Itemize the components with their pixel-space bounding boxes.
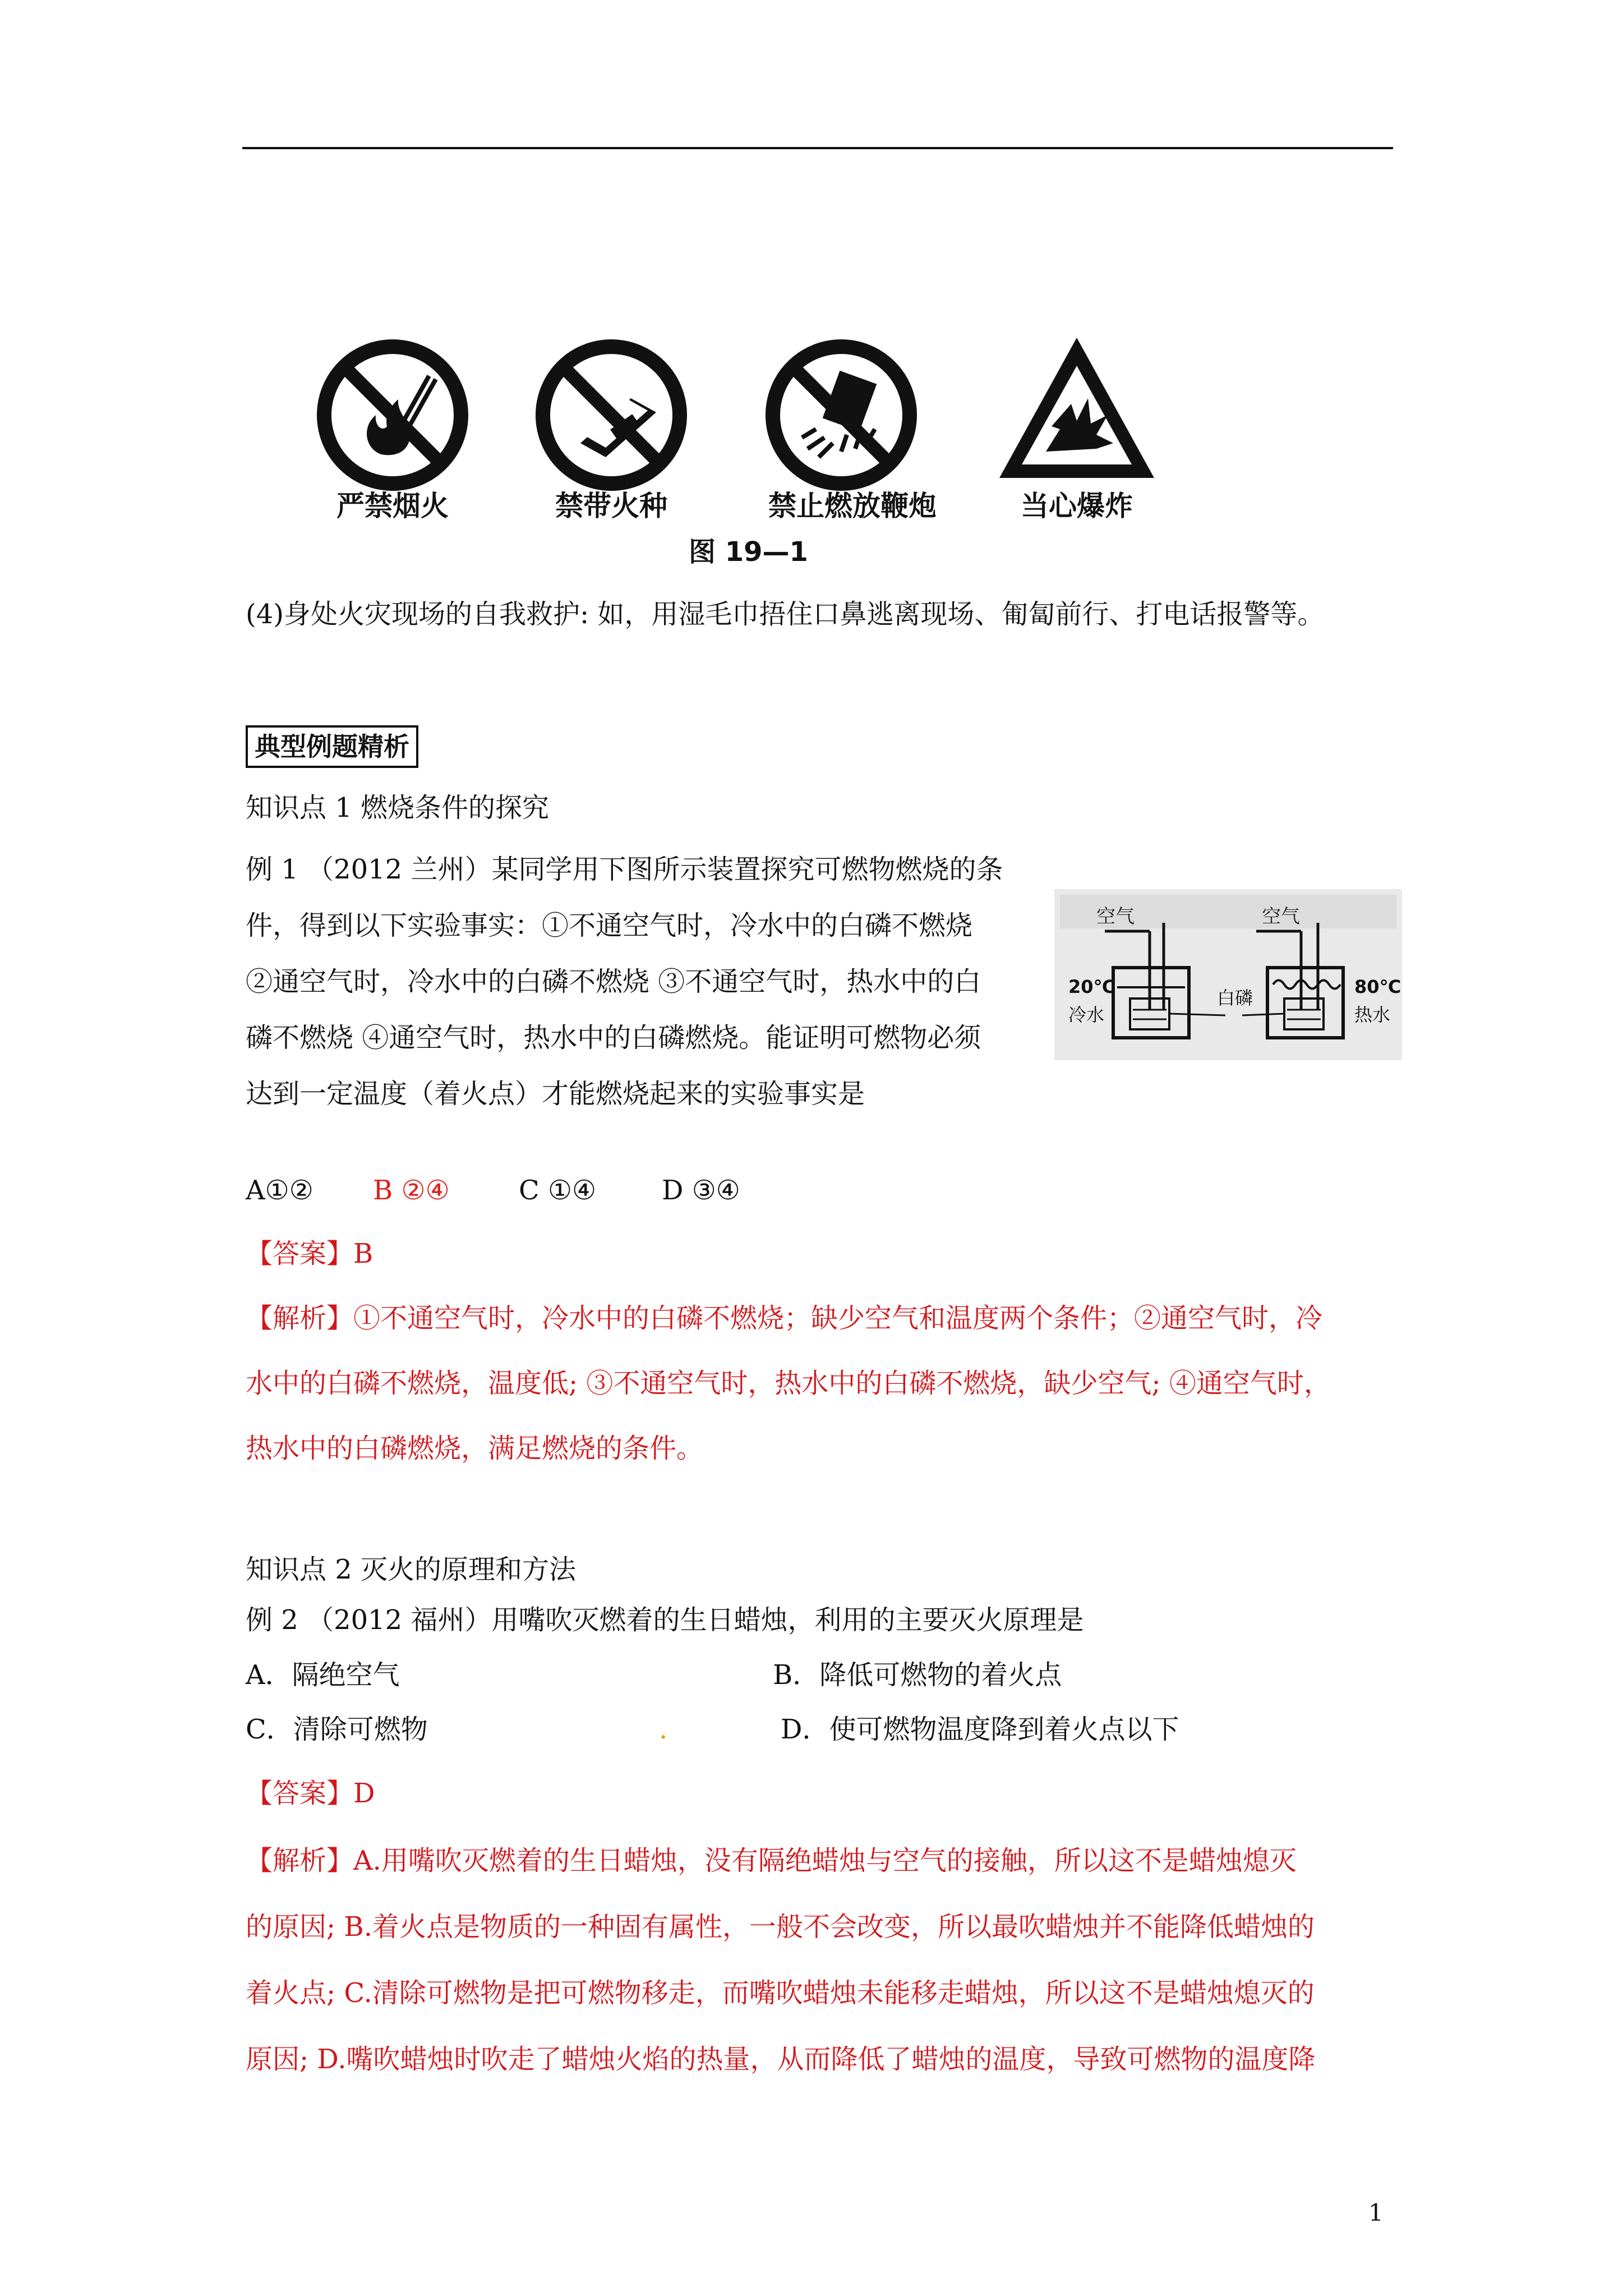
kp1-question-line: 例 1 （2012 兰州）某同学用下图所示装置探究可燃物燃烧的条 (246, 854, 1003, 885)
sign-label-no-matches: 禁带火种 (555, 490, 667, 522)
apparatus-water-left: 冷水 (1068, 1004, 1105, 1025)
kp2-option-a: A．隔绝空气 (246, 1659, 400, 1691)
no-matches-icon (533, 337, 690, 494)
kp1-option-a: A①② (246, 1175, 313, 1206)
safety-signs-figure (292, 337, 1200, 527)
kp1-question-line: 件，得到以下实验事实：①不通空气时，冷水中的白磷不燃烧 (246, 910, 973, 941)
kp2-option-c: C．清除可燃物 (246, 1714, 428, 1745)
kp1-analysis (246, 1301, 1331, 1497)
apparatus-temp-right: 80℃ (1354, 976, 1401, 997)
kp2-answer: 【答案】D (246, 1778, 375, 1809)
sign-label-no-fire: 严禁烟火 (336, 490, 449, 522)
apparatus-water-right: 热水 (1354, 1004, 1391, 1025)
stray-mark: . (659, 1714, 668, 1745)
kp2-option-b: B．降低可燃物的着火点 (773, 1659, 1062, 1691)
apparatus-temp-left: 20℃ (1068, 976, 1115, 997)
kp1-question (246, 853, 1003, 1133)
apparatus-phosphorus-label: 白磷 (1217, 987, 1253, 1009)
kp1-option-c: C ①④ (519, 1175, 597, 1206)
figure-caption: 图 19—1 (689, 536, 808, 568)
kp1-title: 知识点 1 燃烧条件的探究 (246, 792, 550, 823)
no-firecrackers-icon (763, 337, 920, 494)
no-fire-icon (314, 337, 471, 494)
header-rule (242, 147, 1393, 149)
kp1-option-d: D ③④ (662, 1175, 740, 1206)
kp2-analysis-line: 着火点; C.清除可燃物是把可燃物移走，而嘴吹蜡烛未能移走蜡烛，所以这不是蜡烛熄灭的 (246, 1977, 1315, 2009)
kp1-answer: 【答案】B (246, 1238, 374, 1269)
kp1-question-line: ②通空气时，冷水中的白磷不燃烧 ③不通空气时，热水中的白 (246, 966, 981, 997)
phosphorus-apparatus-figure (1054, 889, 1402, 1060)
apparatus-air-left: 空气 (1096, 905, 1135, 928)
sign-label-explosion: 当心爆炸 (1021, 490, 1133, 522)
kp1-option-b: B ②④ (373, 1175, 450, 1206)
kp2-analysis (246, 1844, 1315, 2109)
kp2-option-d: D．使可燃物温度降到着火点以下 (781, 1714, 1179, 1745)
kp1-question-line: 达到一定温度（着火点）才能燃烧起来的实验事实是 (246, 1078, 865, 1110)
self-rescue-text: (4)身处火灾现场的自我救护: 如，用湿毛巾捂住口鼻逃离现场、匍匐前行、打电话报警等。 (246, 599, 1325, 630)
section-title: 典型例题精析 (246, 725, 418, 768)
kp2-analysis-line: 【解析】A.用嘴吹灭燃着的生日蜡烛，没有隔绝蜡烛与空气的接触，所以这不是蜡烛熄灭 (246, 1845, 1297, 1876)
kp2-analysis-line: 的原因; B.着火点是物质的一种固有属性，一般不会改变，所以最吹蜡烛并不能降低蜡烛的 (246, 1911, 1315, 1943)
kp1-analysis-line: 水中的白磷不燃烧，温度低; ③不通空气时，热水中的白磷不燃烧，缺少空气; ④通空气时， (246, 1368, 1331, 1399)
explosion-warning-icon (993, 331, 1161, 494)
kp1-analysis-line: 热水中的白磷燃烧，满足燃烧的条件。 (246, 1433, 704, 1464)
kp2-title: 知识点 2 灭火的原理和方法 (246, 1554, 577, 1585)
page-number: 1 (1368, 2199, 1384, 2226)
sign-label-no-firecrackers: 禁止燃放鞭炮 (768, 490, 937, 522)
kp1-question-line: 磷不燃烧 ④通空气时，热水中的白磷燃烧。能证明可燃物必须 (246, 1022, 981, 1053)
kp2-analysis-line: 原因; D.嘴吹蜡烛时吹走了蜡烛火焰的热量，从而降低了蜡烛的温度，导致可燃物的温度降 (246, 2044, 1316, 2075)
apparatus-air-right: 空气 (1262, 905, 1300, 928)
kp2-question: 例 2 （2012 福州）用嘴吹灭燃着的生日蜡烛，利用的主要灭火原理是 (246, 1604, 1084, 1636)
kp1-analysis-line: 【解析】①不通空气时，冷水中的白磷不燃烧；缺少空气和温度两个条件；②通空气时，冷 (246, 1303, 1323, 1334)
